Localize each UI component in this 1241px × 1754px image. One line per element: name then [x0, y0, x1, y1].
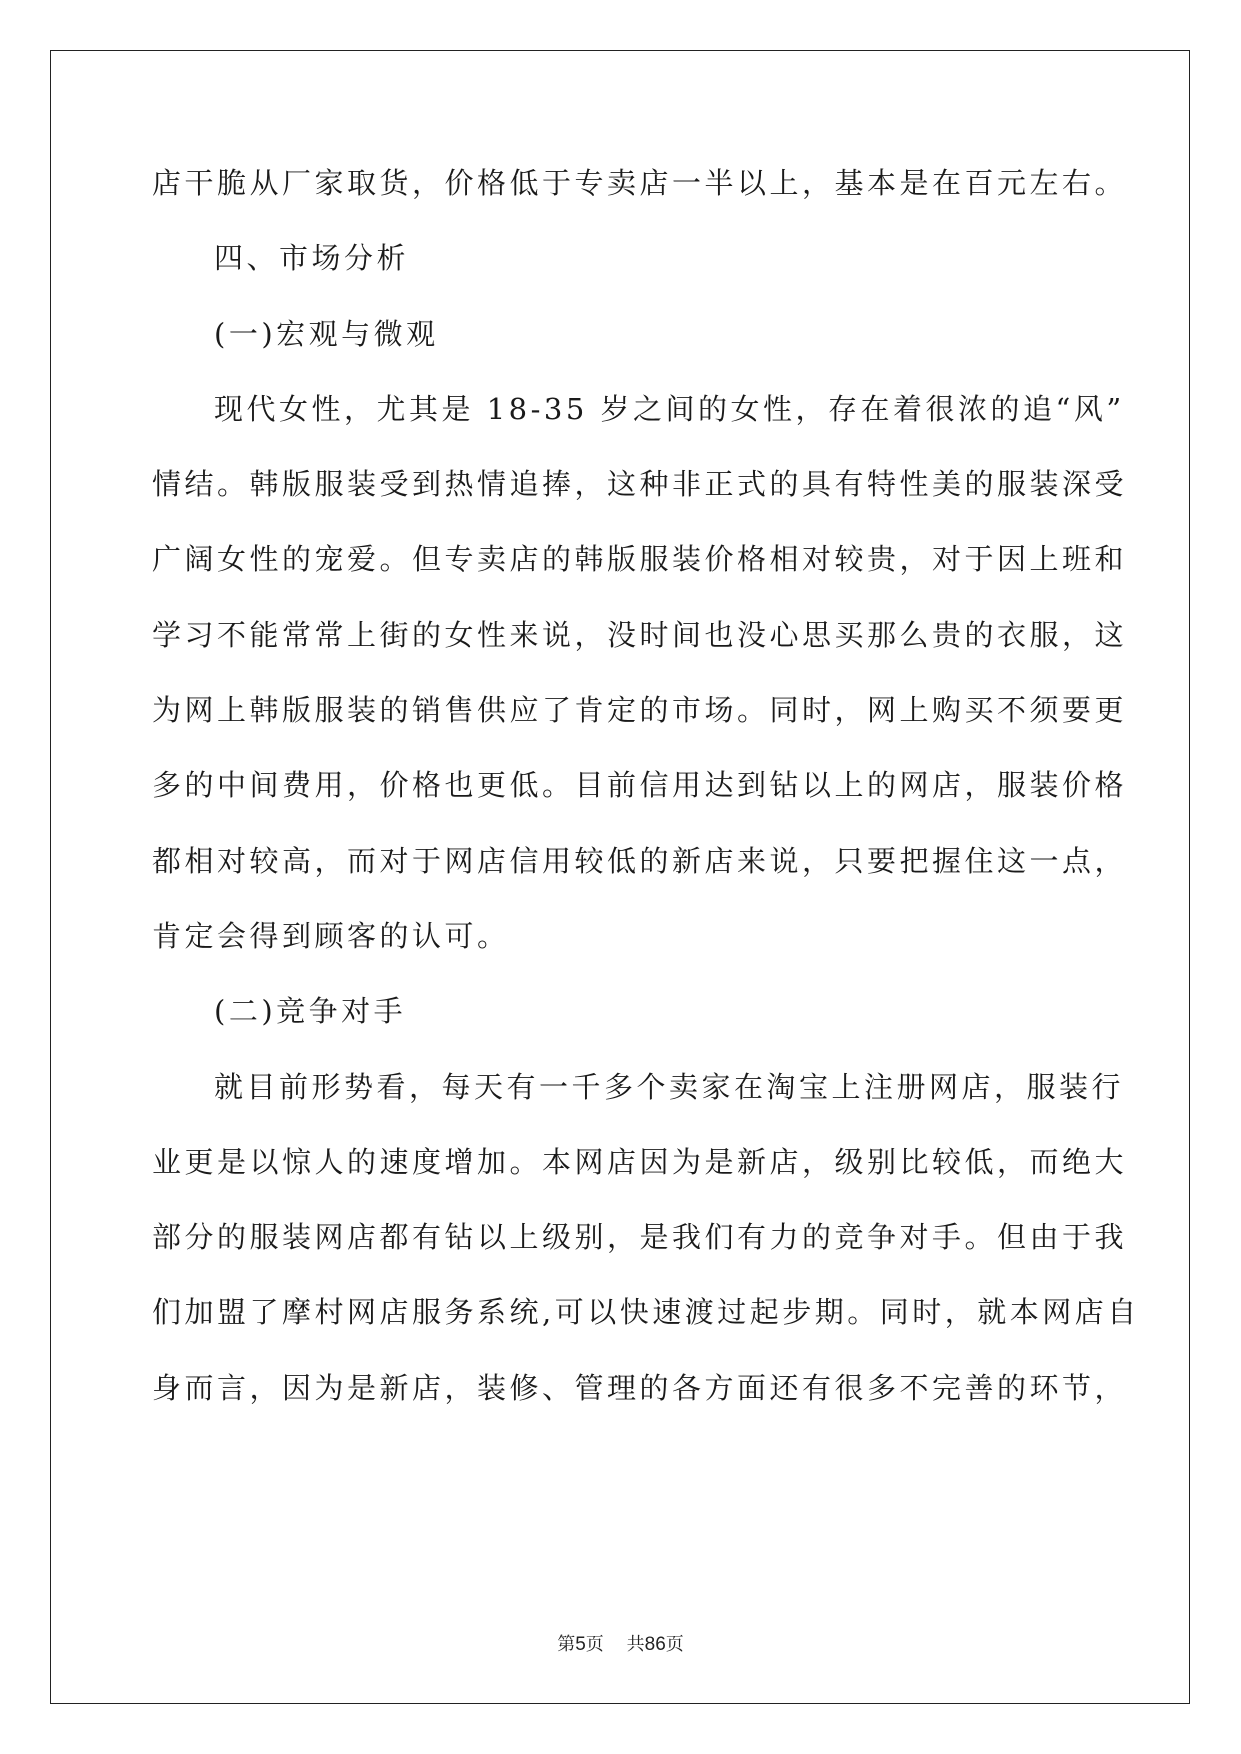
text-line: 就目前形势看，每天有一千多个卖家在淘宝上注册网店，服装行: [214, 1069, 1125, 1104]
text-line: 都相对较高，而对于网店信用较低的新店来说，只要把握住这一点，: [152, 843, 1128, 878]
page-number: 5: [575, 1634, 586, 1655]
document-body: [152, 163, 1140, 1443]
text-line: 们加盟了摩村网店服务系统,可以快速渡过起步期。同时，就本网店自: [152, 1295, 1140, 1330]
total-suffix: 页: [665, 1634, 684, 1655]
page-suffix: 页: [585, 1634, 604, 1655]
text-line: 为网上韩版服装的销售供应了肯定的市场。同时，网上购买不须要更: [152, 693, 1128, 728]
text-line: 多的中间费用，价格也更低。目前信用达到钻以上的网店，服装价格: [152, 768, 1128, 803]
total-pages: 86: [644, 1634, 666, 1655]
text-line: 部分的服装网店都有钻以上级别，是我们有力的竞争对手。但由于我: [152, 1220, 1128, 1255]
text-line: 店干脆从厂家取货，价格低于专卖店一半以上，基本是在百元左右。: [152, 166, 1128, 200]
text-line: 业更是以惊人的速度增加。本网店因为是新店，级别比较低，而绝大: [152, 1144, 1128, 1179]
text-line: 学习不能常常上街的女性来说，没时间也没心思买那么贵的衣服，这: [152, 617, 1128, 652]
page-prefix: 第: [557, 1634, 576, 1655]
text-line: 身而言，因为是新店，装修、管理的各方面还有很多不完善的环节，: [152, 1370, 1128, 1405]
text-line: 肯定会得到顾客的认可。: [152, 918, 510, 953]
section-heading: 四、市场分析: [214, 241, 410, 276]
text-line: 现代女性，尤其是 18-35 岁之间的女性，存在着很浓的追“风”: [214, 391, 1125, 426]
subsection-heading: (二)竞争对手: [214, 994, 407, 1029]
subsection-heading: (一)宏观与微观: [214, 316, 439, 351]
page-footer: [0, 1630, 1241, 1656]
text-line: 情结。韩版服装受到热情追捧，这种非正式的具有特性美的服装深受: [152, 467, 1128, 502]
text-line: 广阔女性的宠爱。但专卖店的韩版服装价格相对较贵，对于因上班和: [152, 542, 1128, 577]
total-prefix: 共: [626, 1634, 645, 1655]
